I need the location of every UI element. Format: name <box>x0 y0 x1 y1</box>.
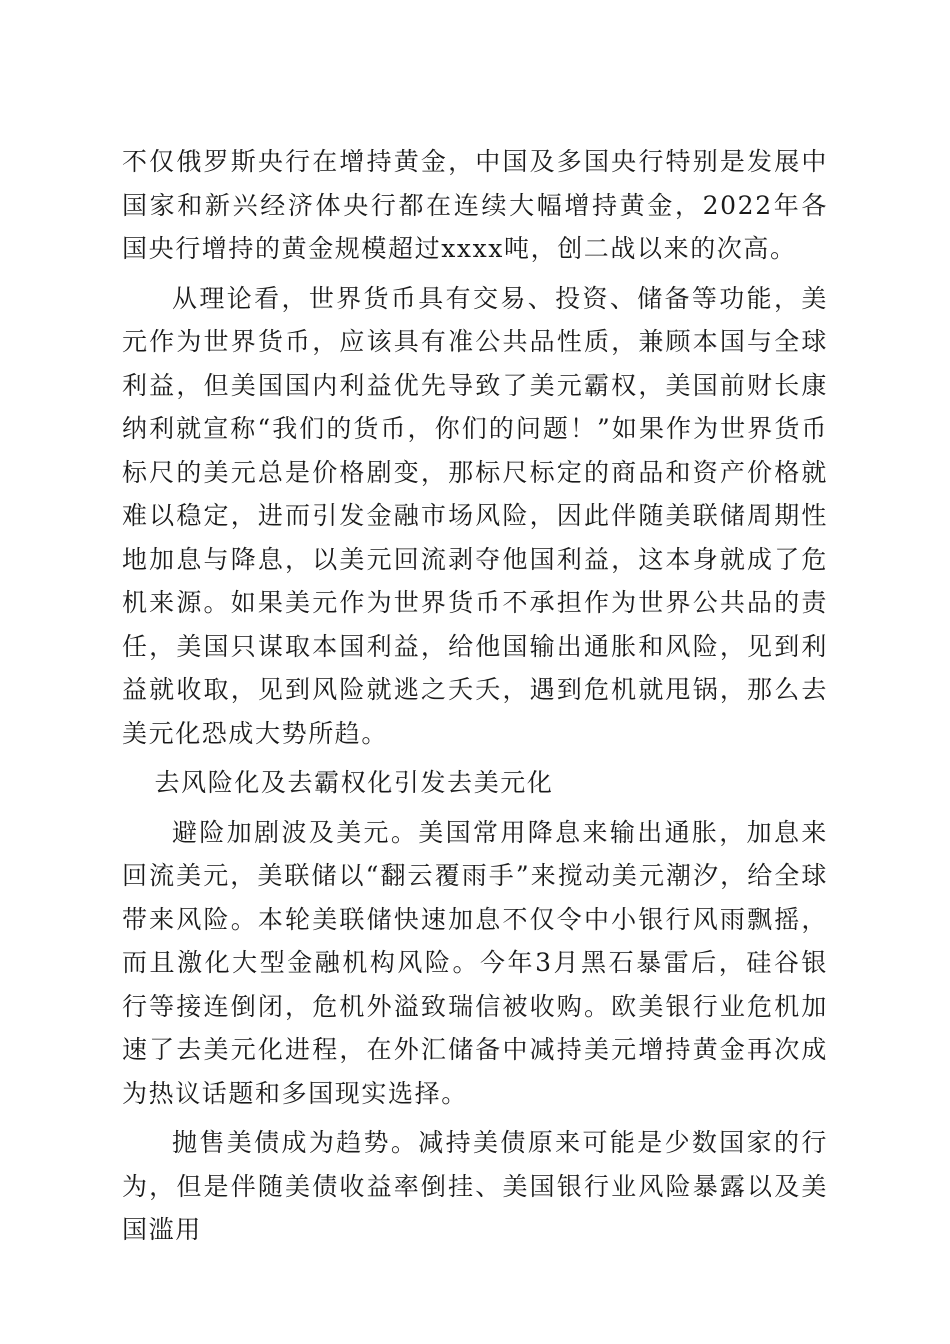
paragraph-treasury-selloff: 抛售美债成为趋势。减持美债原来可能是少数国家的行为，但是伴随美债收益率倒挂、美国银行业风险暴露以及美国滥用 <box>122 1128 828 1244</box>
document-body <box>122 140 828 1252</box>
paragraph-continuation: 不仅俄罗斯央行在增持黄金，中国及多国央行特别是发展中国家和新兴经济体央行都在连续大幅增持黄金，2022年各国央行增持的黄金规模超过xxxx吨，创二战以来的次高。 <box>122 147 828 263</box>
paragraph-theory: 从理论看，世界货币具有交易、投资、储备等功能，美元作为世界货币，应该具有准公共品性质，兼顾本国与全球利益，但美国国内利益优先导致了美元霸权，美国前财长康纳利就宣称“我们的货币，你们的问题！”如果作为世界货币标尺的美元总是价格剧变，那标尺标定的商品和资产价格就难以稳定，进而引发金融市场风险，因此伴随美联储周期性地加息与降息，以美元回流剥夺他国利益，这本身就成了危机来源。如果美元作为世界货币不承担作为世界公共品的责任，美国只谋取本国利益，给他国输出通胀和风险，见到利益就收取，见到风险就逃之夭夭，遇到危机就甩锅，那么去美元化恐成大势所趋。 <box>122 283 828 748</box>
section-heading: 去风险化及去霸权化引发去美元化 <box>154 768 554 797</box>
paragraph-risk-aversion: 避险加剧波及美元。美国常用降息来输出通胀，加息来回流美元，美联储以“翻云覆雨手”来搅动美元潮汐，给全球带来风险。本轮美联储快速加息不仅令中小银行风雨飘摇，而且激化大型金融机构风险。今年3月黑石暴雷后，硅谷银行等接连倒闭，危机外溢致瑞信被收购。欧美银行业危机加速了去美元化进程，在外汇储备中减持美元增持黄金再次成为热议话题和多国现实选择。 <box>122 817 828 1108</box>
